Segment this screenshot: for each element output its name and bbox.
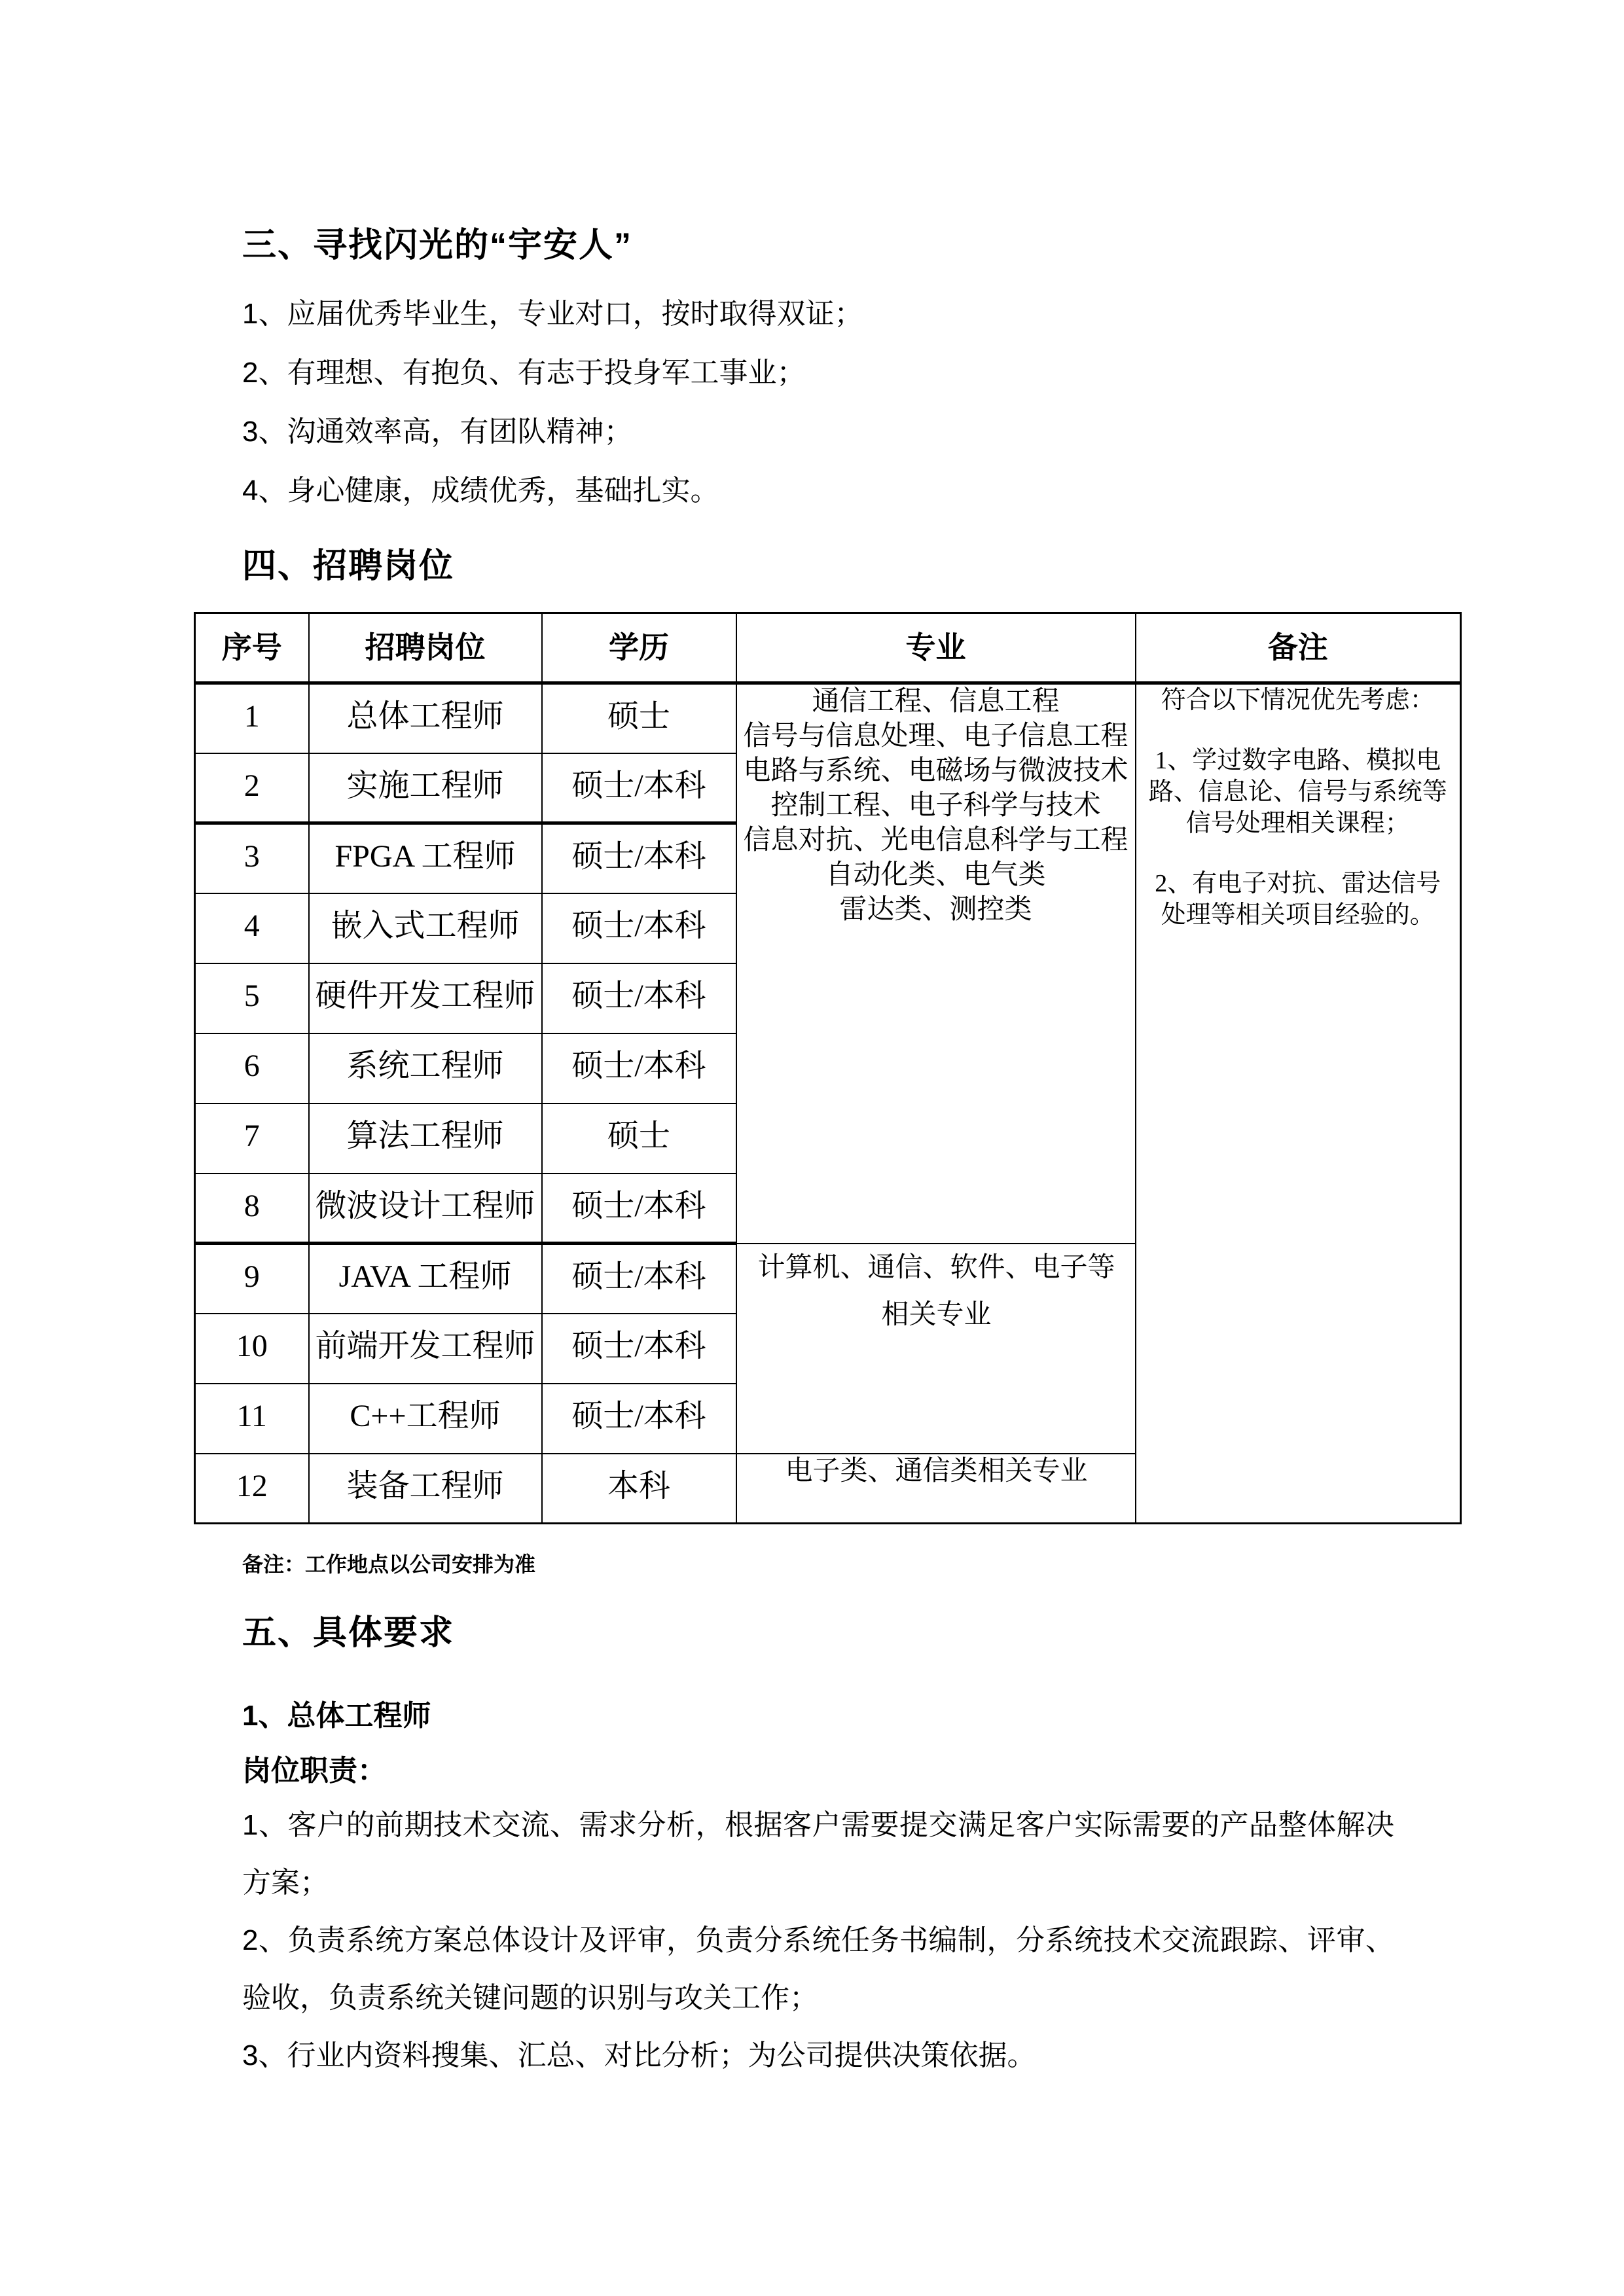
cell-no: 8 <box>195 1174 309 1244</box>
section5-heading: 五、具体要求 <box>242 1614 455 1652</box>
cell-position: JAVA 工程师 <box>309 1244 542 1314</box>
column-header-degree: 学历 <box>542 613 736 683</box>
section3-item-1: 1、应届优秀毕业生，专业对口，按时取得双证； <box>242 298 863 330</box>
cell-position: 算法工程师 <box>309 1103 542 1174</box>
column-header-no: 序号 <box>195 613 309 683</box>
column-header-position: 招聘岗位 <box>309 613 542 683</box>
major-line: 自动化类、电气类 <box>825 860 1046 890</box>
cell-no: 4 <box>195 893 309 963</box>
cell-no: 3 <box>195 823 309 893</box>
cell-position: 系统工程师 <box>309 1033 542 1103</box>
cell-no: 10 <box>195 1314 309 1384</box>
table-row <box>195 683 1461 753</box>
cell-degree: 本科 <box>542 1454 736 1524</box>
section3-item-4: 4、身心健康，成绩优秀，基础扎实。 <box>242 475 719 507</box>
cell-position: C++工程师 <box>309 1384 542 1454</box>
column-header-remark: 备注 <box>1136 613 1461 683</box>
recruitment-table <box>194 612 1462 1524</box>
section3-item-2: 2、有理想、有抱负、有志于投身军工事业； <box>242 357 806 389</box>
cell-no: 6 <box>195 1033 309 1103</box>
cell-degree: 硕士/本科 <box>542 963 736 1033</box>
cell-degree: 硕士/本科 <box>542 1314 736 1384</box>
cell-degree: 硕士/本科 <box>542 893 736 963</box>
cell-position: 微波设计工程师 <box>309 1174 542 1244</box>
job-heading: 1、总体工程师 <box>242 1700 431 1732</box>
major-line: 通信工程、信息工程 <box>812 687 1060 717</box>
cell-remark <box>1136 683 1461 1524</box>
remark-item-1: 1、学过数字电路、模拟电路、信息论、信号与系统等信号处理相关课程； <box>1148 747 1447 837</box>
duty-item-1: 1、客户的前期技术交流、需求分析，根据客户需要提交满足客户实际需要的产品整体解决方案； <box>242 1809 1394 1899</box>
duty-item-2: 2、负责系统方案总体设计及评审，负责分系统任务书编制，分系统技术交流跟踪、评审、验收，负责系统关键问题的识别与攻关工作； <box>242 1924 1394 2014</box>
duties-list <box>242 1797 1394 2085</box>
cell-degree: 硕士/本科 <box>542 1244 736 1314</box>
major-line: 控制工程、电子科学与技术 <box>770 791 1101 821</box>
duties-label: 岗位职责： <box>242 1755 386 1787</box>
cell-no: 1 <box>195 683 309 753</box>
duty-item-3: 3、行业内资料搜集、汇总、对比分析；为公司提供决策依据。 <box>242 2039 1036 2072</box>
remark-item-2: 2、有电子对抗、雷达信号处理等相关项目经验的。 <box>1155 870 1441 929</box>
section3-item-3: 3、沟通效率高，有团队精神； <box>242 416 633 448</box>
cell-degree: 硕士 <box>542 1103 736 1174</box>
cell-degree: 硕士/本科 <box>542 1384 736 1454</box>
cell-no: 7 <box>195 1103 309 1174</box>
cell-major-group-1 <box>736 683 1136 1244</box>
cell-position: 嵌入式工程师 <box>309 893 542 963</box>
table-note: 备注：工作地点以公司安排为准 <box>242 1552 536 1576</box>
cell-no: 2 <box>195 753 309 823</box>
section3-heading: 三、寻找闪光的“宇安人” <box>242 226 633 264</box>
cell-degree: 硕士/本科 <box>542 823 736 893</box>
cell-no: 11 <box>195 1384 309 1454</box>
major-line: 雷达类、测控类 <box>839 895 1032 925</box>
cell-no: 9 <box>195 1244 309 1314</box>
cell-position: 总体工程师 <box>309 683 542 753</box>
cell-no: 5 <box>195 963 309 1033</box>
cell-position: 硬件开发工程师 <box>309 963 542 1033</box>
cell-position: FPGA 工程师 <box>309 823 542 893</box>
major-line: 信息对抗、光电信息科学与工程 <box>743 825 1128 855</box>
cell-position: 前端开发工程师 <box>309 1314 542 1384</box>
cell-degree: 硕士/本科 <box>542 1174 736 1244</box>
cell-position: 实施工程师 <box>309 753 542 823</box>
cell-no: 12 <box>195 1454 309 1524</box>
remark-intro: 符合以下情况优先考虑： <box>1161 687 1435 714</box>
cell-degree: 硕士/本科 <box>542 1033 736 1103</box>
major-line: 电路与系统、电磁场与微波技术 <box>743 756 1128 786</box>
cell-degree: 硕士 <box>542 683 736 753</box>
cell-degree: 硕士/本科 <box>542 753 736 823</box>
cell-major-group-3: 电子类、通信类相关专业 <box>736 1454 1136 1524</box>
column-header-major: 专业 <box>736 613 1136 683</box>
cell-major-group-2: 计算机、通信、软件、电子等相关专业 <box>736 1244 1136 1454</box>
cell-position: 装备工程师 <box>309 1454 542 1524</box>
table-header-row <box>195 613 1461 683</box>
major-line: 信号与信息处理、电子信息工程 <box>743 721 1128 751</box>
section4-heading: 四、招聘岗位 <box>242 547 455 585</box>
